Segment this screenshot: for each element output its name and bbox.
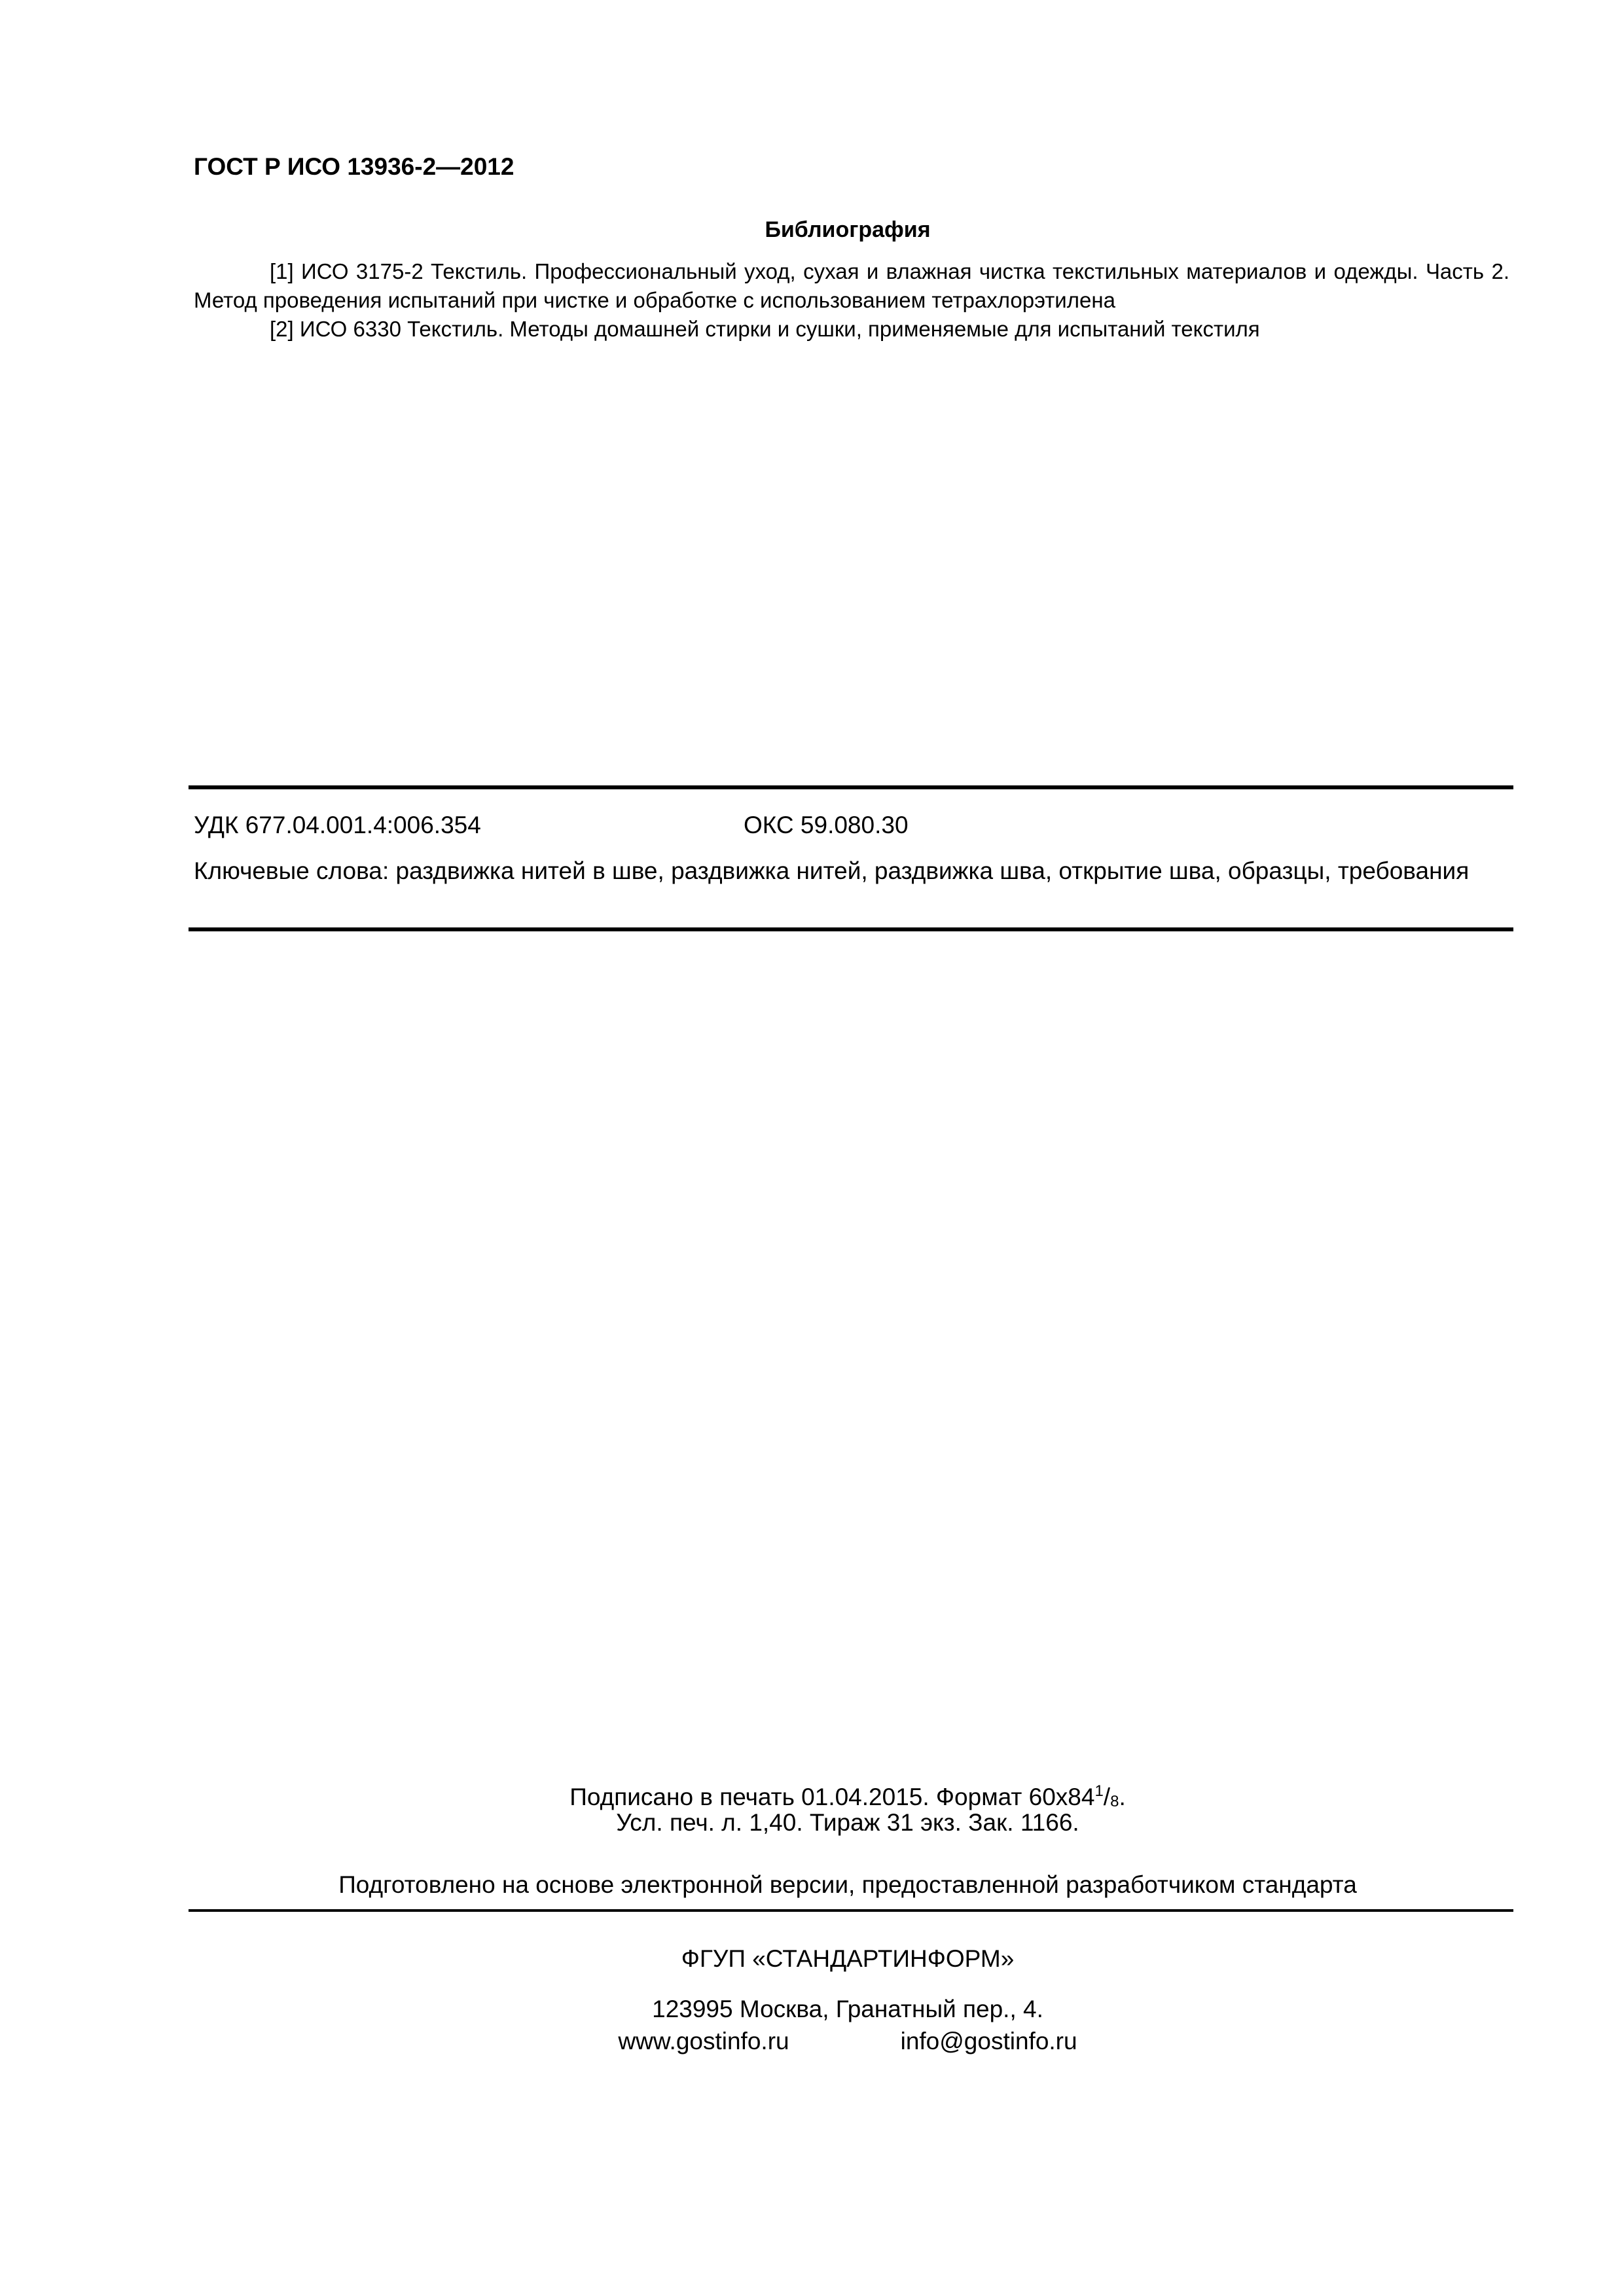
bibliography-item-1: [1] ИСО 3175-2 Текстиль. Профессиональный уход, сухая и влажная чистка текстильных материалов и одежды. Часть 2. Метод проведения испытаний при чистке и обработке с использованием тетрахлорэтилена <box>194 259 1509 312</box>
bibliography-list <box>194 257 1509 344</box>
bibliography-item-2: [2] ИСО 6330 Текстиль. Методы домашней стирки и сушки, применяемые для испытаний текстиля <box>270 317 1260 341</box>
publisher-rule <box>189 1909 1513 1912</box>
udc-code: УДК 677.04.001.4:006.354 <box>194 812 481 838</box>
keywords: Ключевые слова: раздвижка нитей в шве, раздвижка нитей, раздвижка шва, открытие шва, образцы, требования <box>194 857 1470 884</box>
document-code: ГОСТ Р ИСО 13936-2—2012 <box>194 153 514 180</box>
email-link[interactable]: info@gostinfo.ru <box>900 2028 1077 2054</box>
bibliography-title: Библиография <box>765 217 931 242</box>
signed-for-print-text: Подписано в печать 01.04.2015. Формат 60х84 <box>569 1784 1095 1810</box>
classification-top-rule <box>189 785 1513 789</box>
publisher-name: ФГУП «СТАНДАРТИНФОРМ» <box>681 1945 1015 1972</box>
print-info: Усл. печ. л. 1,40. Тираж 31 экз. Зак. 1166. <box>616 1809 1079 1836</box>
format-numerator: 1 <box>1094 1782 1104 1800</box>
publisher-address: 123995 Москва, Гранатный пер., 4. <box>652 1996 1043 2022</box>
format-denominator: 8 <box>1110 1793 1119 1810</box>
oks-code: ОКС 59.080.30 <box>744 812 909 838</box>
publisher-contacts <box>0 2026 1624 2056</box>
classification-bottom-rule <box>189 927 1513 931</box>
signed-for-print-line: Подписано в печать 01.04.2015. Формат $60х84^1/_8$. <box>569 1782 1126 1810</box>
prepared-note: Подготовлено на основе электронной версии, предоставленной разработчиком стандарта <box>338 1871 1357 1898</box>
format-suffix: . <box>1119 1784 1126 1810</box>
website-link[interactable]: www.gostinfo.ru <box>618 2028 789 2054</box>
